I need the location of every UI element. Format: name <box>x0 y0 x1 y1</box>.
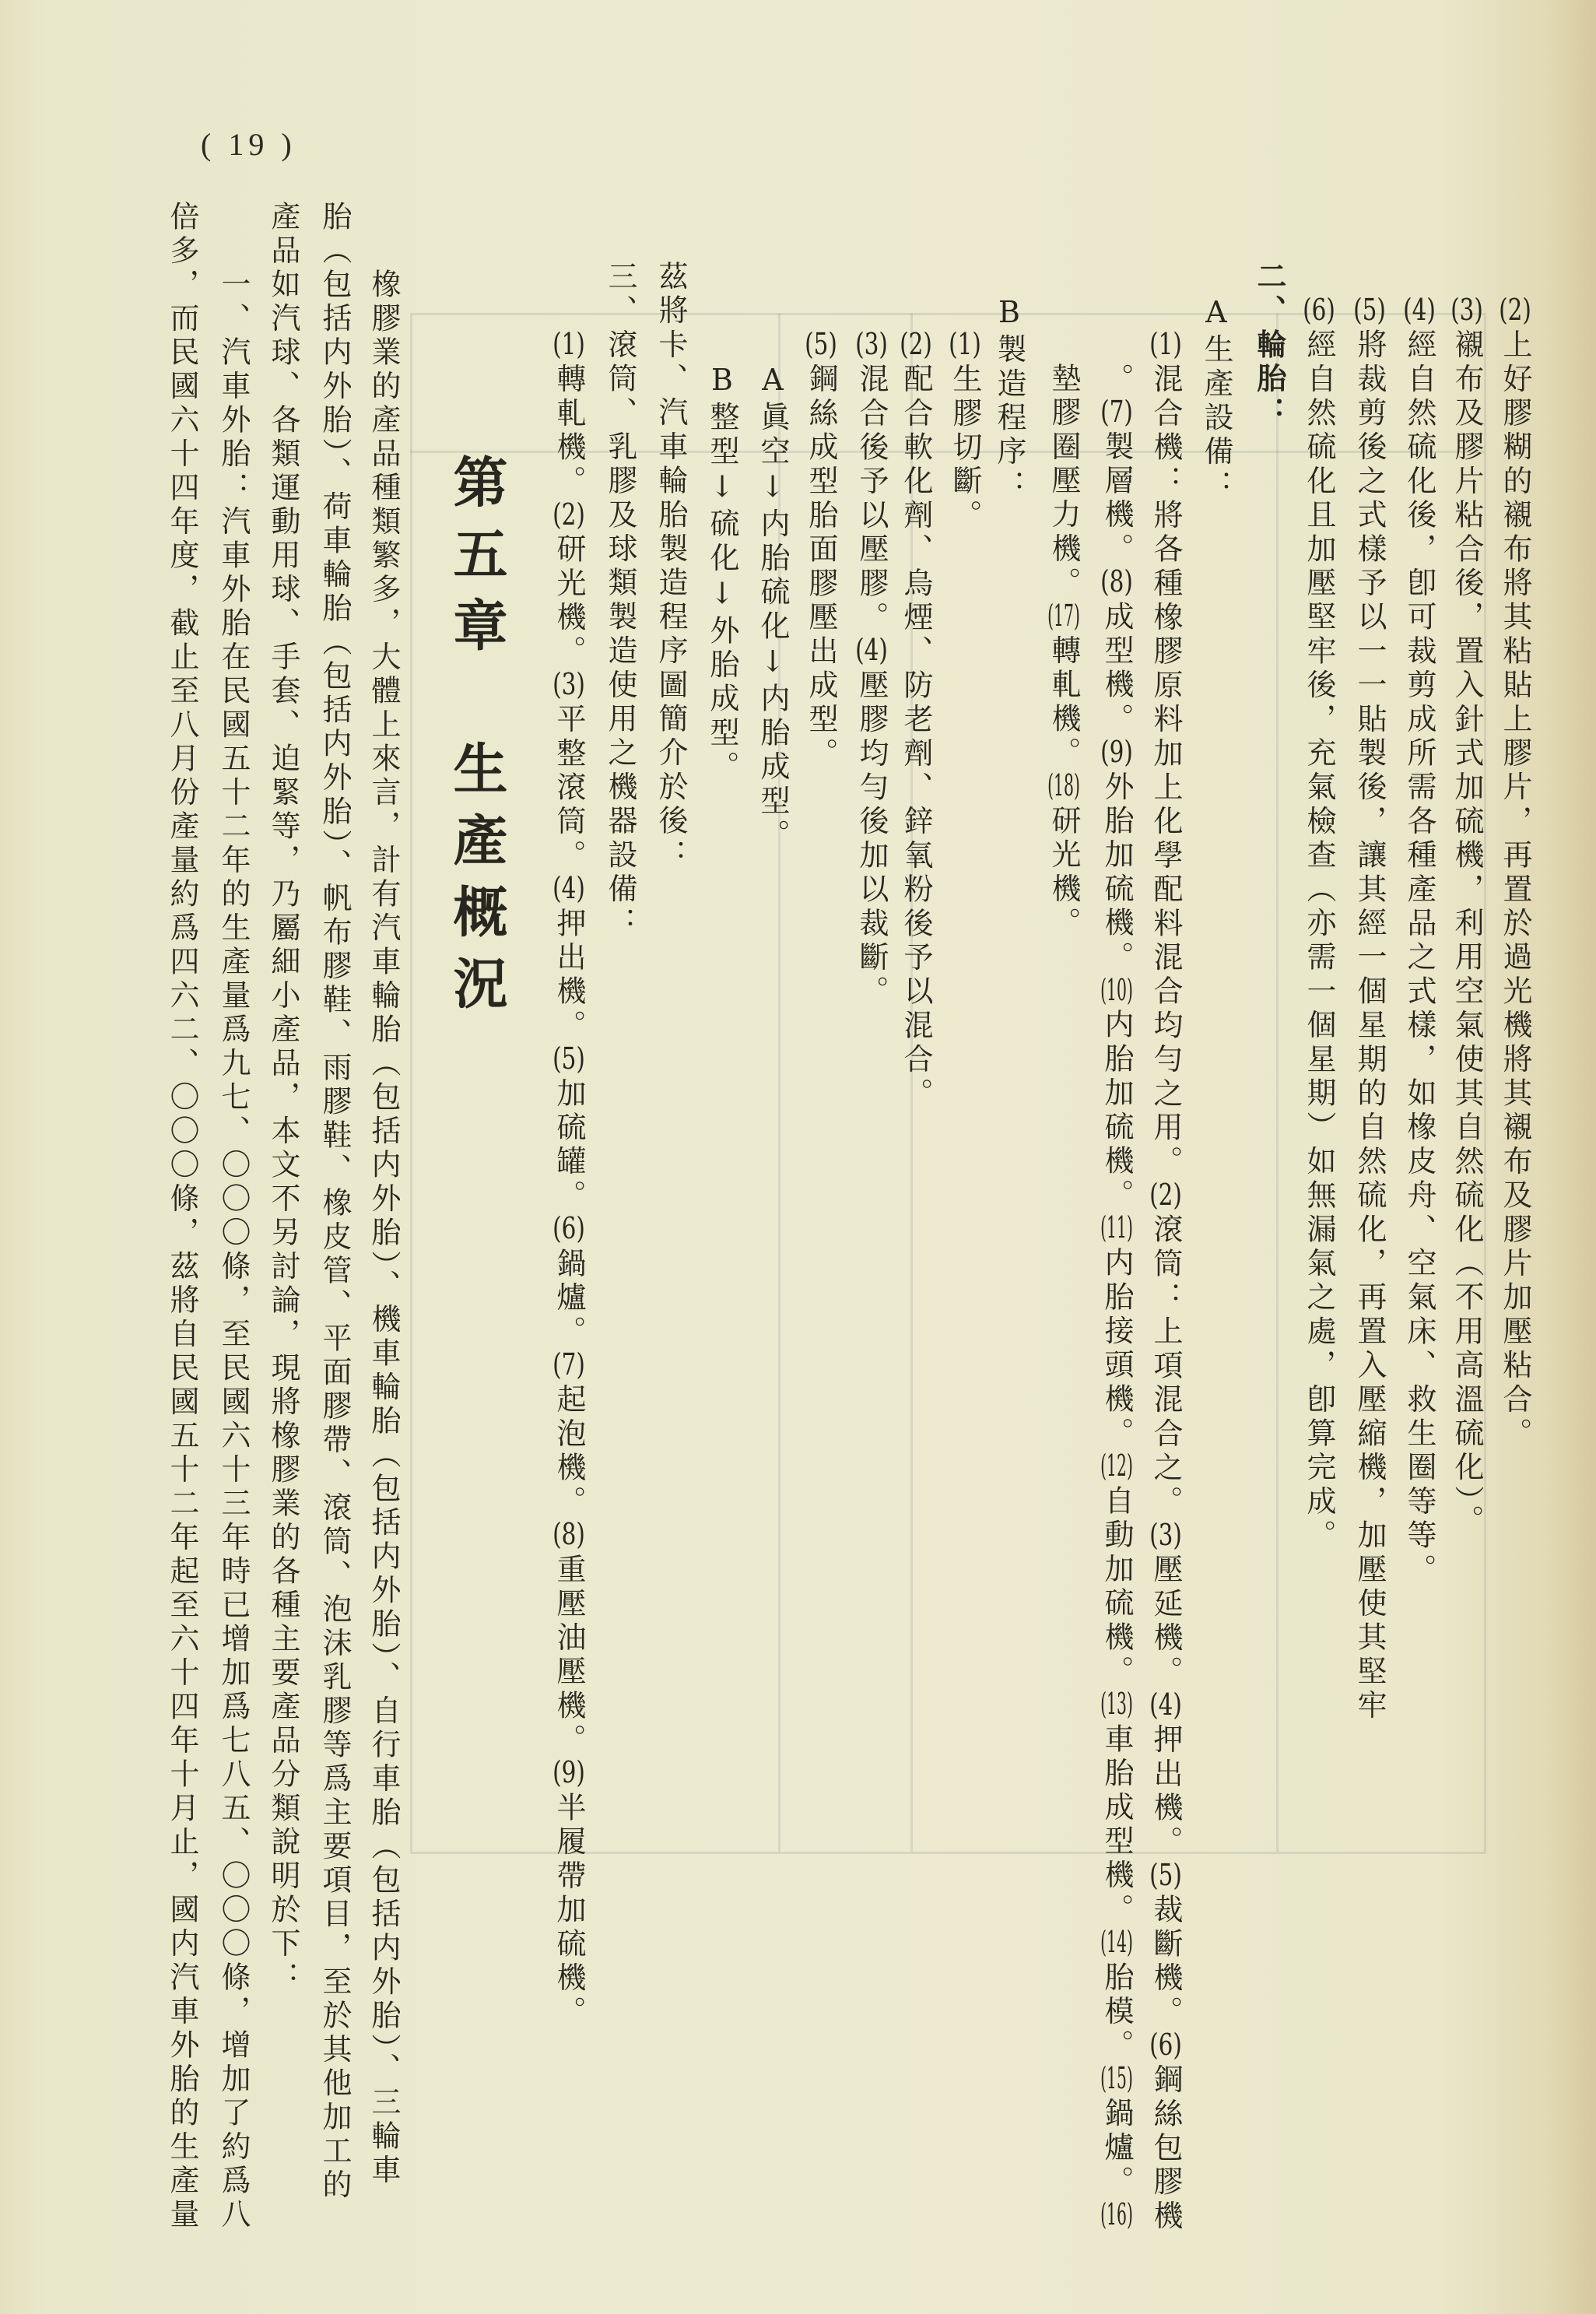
item-number: (11) <box>1100 1213 1133 1243</box>
step-text: 經自然硫化後，卽可裁剪成所需各種產品之式樣，如橡皮舟、空氣床、救生圈等等。 <box>1402 328 1436 1588</box>
step-number: (3) <box>1450 295 1483 325</box>
item-number: (17) <box>1047 600 1080 630</box>
item-number: (7) <box>552 1349 585 1379</box>
diagram-intro: 茲將卡、汽車輪胎製造程序圖簡介於後： <box>654 261 688 873</box>
item-number: (5) <box>552 1043 585 1073</box>
item-number: (7) <box>1100 396 1133 427</box>
process-step-column <box>948 329 982 533</box>
item-number: (1) <box>1149 329 1182 359</box>
item-text: 車胎成型機。 <box>1100 1722 1134 1928</box>
item-text: 押出機。 <box>552 907 586 1044</box>
item-number: (18) <box>1047 771 1080 801</box>
step-text: 襯布及膠片粘合後，置入針式加硫機，利用空氣使其自然硫化（不用高溫硫化）。 <box>1450 328 1484 1539</box>
item-text: 平整滾筒。 <box>552 703 586 874</box>
step-number: (4) <box>1403 295 1436 325</box>
item-number: (6) <box>1149 2030 1182 2059</box>
item-text: 押出機。 <box>1149 1723 1183 1860</box>
item-text: 滾筒：上項混合之。 <box>1149 1213 1183 1520</box>
item-text: 内胎加硫機。 <box>1100 1009 1134 1213</box>
item-number: (1) <box>552 329 585 359</box>
bleed-through-rule <box>1276 313 1279 1852</box>
step-number: (5) <box>805 329 837 359</box>
step-number: (2) <box>1499 295 1531 325</box>
item-number: (8) <box>552 1519 585 1550</box>
item-number: (14) <box>1100 1927 1133 1958</box>
section-heading-rollers: 三、滾筒、乳膠及球類製造使用之機器設備： <box>603 261 637 941</box>
subheading-process: B製造程序： <box>992 295 1026 504</box>
item-text: 鍋爐。 <box>552 1247 586 1350</box>
process-step-column <box>804 329 838 771</box>
item-text: 胎模。 <box>1100 1961 1134 2063</box>
step-text: 上好膠糊的襯布將其粘貼上膠片，再置於過光機將其襯布及膠片加壓粘合。 <box>1498 328 1532 1452</box>
item-text: 墊膠圈壓力機。 <box>1047 363 1081 601</box>
step-text: 生膠切斷。 <box>948 363 982 534</box>
item-number: (4) <box>1149 1690 1182 1719</box>
step-text: 經自然硫化且加壓堅牢後，充氣檢查（亦需一個星期）如無漏氣之處，卽算完成。 <box>1302 328 1336 1554</box>
paragraph-column: 倍多，而民國六十四年度，截止至八月份產量約爲四六二、〇〇〇條，茲將自民國五十二年起至六十四年十月止，國内汽車外胎的生產量 <box>165 201 199 2232</box>
item-text: 製層機。 <box>1100 430 1134 567</box>
process-flow-inner-tube: A眞空↓内胎硫化↓内胎成型。 <box>756 363 790 853</box>
item-number: (9) <box>1100 736 1133 767</box>
item-number: (15) <box>1100 2063 1133 2093</box>
item-number: (8) <box>1100 567 1133 597</box>
item-text: 加硫罐。 <box>552 1077 586 1214</box>
step-number: (4) <box>855 635 888 665</box>
item-text: 鋼絲包膠機 <box>1149 2063 1183 2235</box>
process-step-column <box>854 329 889 1010</box>
process-step-column <box>899 329 933 1111</box>
item-text: 研光機。 <box>1047 805 1081 941</box>
chapter-title: 第五章 生產概況 <box>444 454 509 1027</box>
rollers-equipment-column <box>552 329 586 2030</box>
step-number: (3) <box>855 329 888 359</box>
section-heading-tires: 二、輪胎： <box>1252 261 1287 431</box>
step-text: 壓膠均勻後加以裁斷。 <box>854 669 889 1010</box>
item-number: (5) <box>1149 1859 1182 1890</box>
step-text: 將裁剪後之式樣予以一一貼製後，讓其經一個星期的自然硫化，再置入壓縮機，加壓使其堅牢 <box>1352 328 1387 1724</box>
item-text: 鍋爐。 <box>1100 2097 1134 2200</box>
item-text: 。 <box>1100 363 1134 397</box>
step-text: 鋼絲成型胎面膠壓出成型。 <box>804 363 838 772</box>
item-text: 自動加硫機。 <box>1100 1485 1134 1690</box>
step-column <box>1352 295 1387 1723</box>
paragraph-column: 一、汽車外胎：汽車外胎在民國五十二年的生產量爲九七、〇〇〇條，至民國六十三年時已增加爲七八五、〇〇〇條，增加了約爲八 <box>216 269 251 2232</box>
step-column <box>1498 295 1532 1452</box>
item-number: (4) <box>552 873 585 904</box>
step-column <box>1302 295 1336 1554</box>
item-number: (6) <box>552 1213 585 1244</box>
item-text: 壓延機。 <box>1149 1554 1183 1690</box>
paragraph-column: 胎（包括内外胎）、荷車輪胎（包括内外胎）、帆布膠鞋、雨膠鞋、橡皮管、平面膠帶、滾筒、泡沫乳膠等爲主要項目，至於其他加工的 <box>317 201 352 2203</box>
item-number: (12) <box>1100 1451 1133 1481</box>
step-column <box>1450 295 1484 1539</box>
equipment-list-column <box>1100 363 1134 2233</box>
item-number: (2) <box>552 499 585 529</box>
equipment-list-column <box>1047 363 1081 941</box>
item-text: 内胎接頭機。 <box>1100 1247 1134 1452</box>
item-number: (10) <box>1100 974 1133 1005</box>
item-text: 轉軋機。 <box>1047 634 1081 771</box>
equipment-list-column <box>1149 329 1183 2234</box>
item-number: (2) <box>1149 1179 1182 1210</box>
subheading-equipment: A生產設備： <box>1199 295 1233 504</box>
item-number: (16) <box>1100 2199 1133 2229</box>
item-text: 研光機。 <box>552 533 586 669</box>
item-text: 混合機：將各種橡膠原料加上化學配料混合均勻之用。 <box>1149 363 1183 1180</box>
step-text: 混合後予以壓膠。 <box>854 363 889 636</box>
step-number: (6) <box>1303 295 1335 325</box>
step-number: (1) <box>949 329 981 359</box>
item-text: 外胎加硫機。 <box>1100 771 1134 975</box>
item-text: 重壓油壓機。 <box>552 1554 586 1758</box>
item-number: (3) <box>1149 1519 1182 1550</box>
step-column <box>1402 295 1436 1588</box>
step-number: (2) <box>900 329 932 359</box>
item-number: (3) <box>552 669 585 699</box>
item-text: 起泡機。 <box>552 1383 586 1520</box>
item-text: 裁斷機。 <box>1149 1894 1183 2030</box>
item-text: 轉軋機。 <box>552 363 586 500</box>
item-text: 半履帶加硫機。 <box>552 1792 586 2030</box>
step-number: (5) <box>1353 295 1386 325</box>
process-flow-outer-tire: B整型↓硫化↓外胎成型。 <box>705 363 739 785</box>
item-number: (9) <box>552 1757 585 1788</box>
item-number: (13) <box>1100 1689 1133 1719</box>
step-text: 配合軟化劑、烏煙、防老劑、鋅氧粉後予以混合。 <box>899 363 933 1112</box>
paragraph-column: 產品如汽球、各類運動用球、手套、迫緊等，乃屬細小產品，本文不另討論，現將橡膠業的各種主要產品分類說明於下： <box>266 201 300 1996</box>
page-number: ( 19 ) <box>201 127 296 162</box>
paragraph-column: 橡膠業的產品種類繁多，大體上來言，計有汽車輪胎（包括内外胎）、機車輪胎（包括内外胎）、自行車胎（包括内外胎）、三輪車 <box>367 269 401 2188</box>
item-text: 成型機。 <box>1100 600 1134 737</box>
